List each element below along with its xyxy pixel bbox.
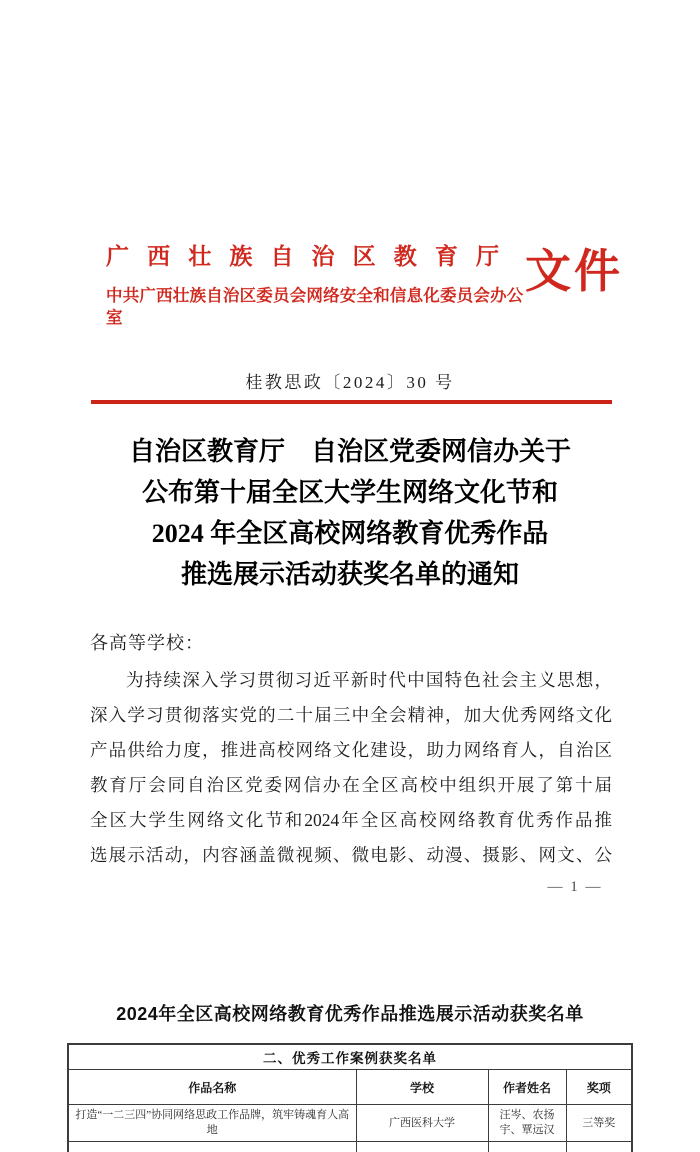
table-caption: 二、优秀工作案例获奖名单 [68,1044,632,1070]
title-line-2: 公布第十届全区大学生网络文化节和 [141,478,558,507]
table-row [68,1105,632,1142]
document-mark: 文件 [525,246,623,297]
body-line: 深入学习贯彻落实党的二十届三中全会精神，加大优秀网络文化 [90,705,612,725]
authors-cell: 汪岑、农扬宇、覃远汉 [488,1105,566,1142]
school-cell: 广西医科大学 [356,1105,488,1142]
attachment-title: 2024年全区高校网络教育优秀作品推选展示活动获奖名单 [116,1004,584,1024]
col-header-work: 作品名称 [68,1070,356,1105]
body-line: 选展示活动，内容涵盖微视频、微电影、动漫、摄影、网文、公 [90,845,612,865]
body-line: 产品供给力度，推进高校网络文化建设，助力网络育人，自治区 [90,740,612,760]
table-caption-row [68,1044,632,1070]
issuer-block [106,243,523,329]
issuer-primary: 广西壮族自治区教育厅 [106,244,499,269]
body-paragraph [90,663,612,873]
col-header-school: 学校 [356,1070,488,1105]
page-number: — 1 — [547,879,603,895]
award-cell: 三等奖 [566,1105,632,1142]
issuer-secondary: 中共广西壮族自治区委员会网络安全和信息化委员会办公室 [106,286,523,327]
title-line-4: 推选展示活动获奖名单的通知 [180,560,519,589]
title-line-1: 自治区教育厅 自治区党委网信办关于 [128,437,571,466]
award-table [67,1043,633,1152]
body-line: 为持续深入学习贯彻习近平新时代中国特色社会主义思想， [126,670,612,690]
work-title-cell: 打造“一二三四”协同网络思政工作品牌，筑牢铸魂育人高地 [68,1105,356,1142]
red-divider-rule [91,400,612,404]
title-line-3: 2024 年全区高校网络教育优秀作品 [151,519,549,548]
table-row-clipped [68,1142,632,1152]
award-table-container [67,1043,634,1152]
body-line: 教育厅会同自治区党委网信办在全区高校中组织开展了第十届 [90,775,612,795]
body-line: 全区大学生网络文化节和2024年全区高校网络教育优秀作品推 [90,810,612,830]
document-title [0,431,700,595]
col-header-authors: 作者姓名 [488,1070,566,1105]
salutation: 各高等学校： [90,633,204,653]
col-header-award: 奖项 [566,1070,632,1105]
document-number: 桂教思政〔2024〕30 号 [245,373,455,392]
table-header-row [68,1070,632,1105]
